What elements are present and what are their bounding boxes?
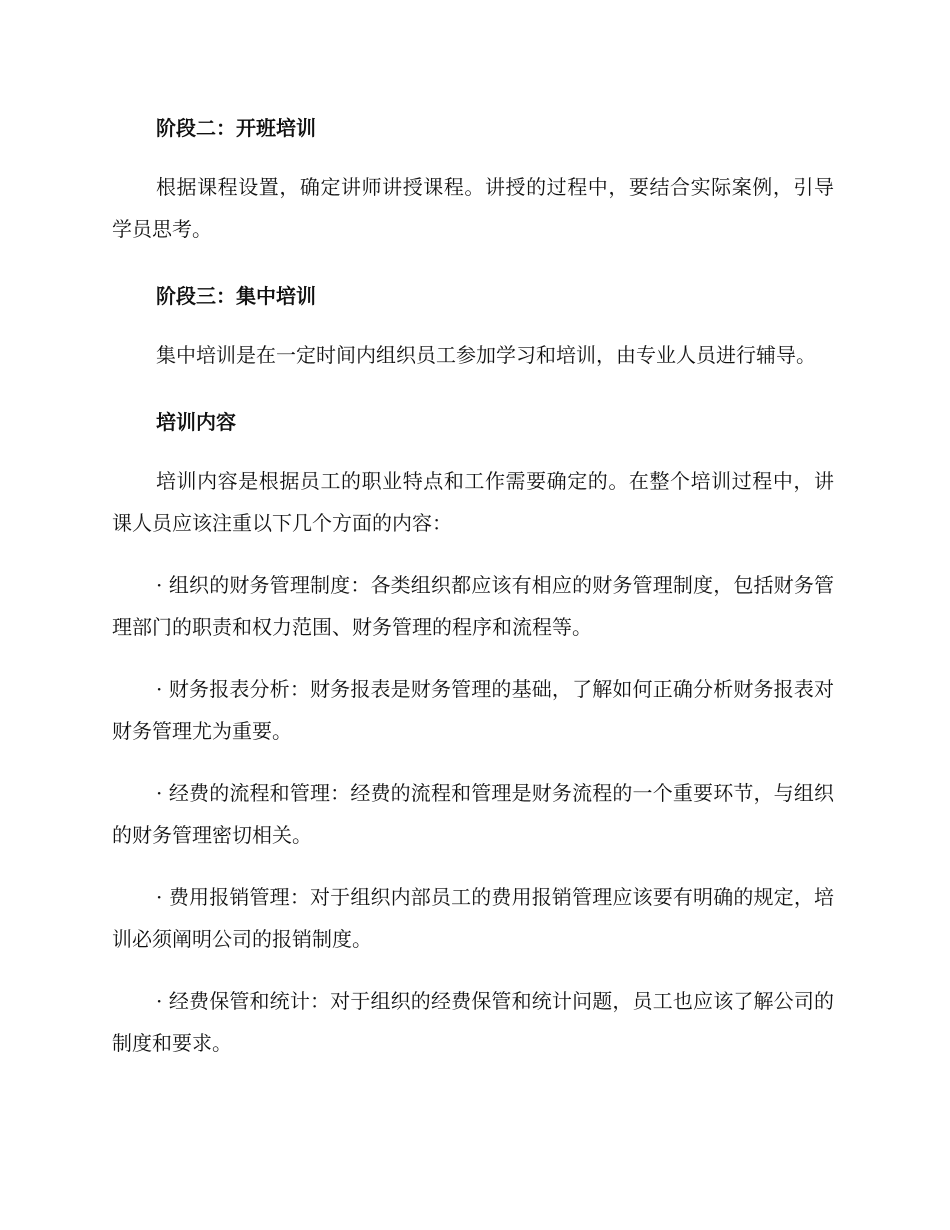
list-item-fund-custody: · 经费保管和统计：对于组织的经费保管和统计问题，员工也应该了解公司的制度和要求。: [112, 989, 834, 1055]
list-item-report-analysis: · 财务报表分析：财务报表是财务管理的基础，了解如何正确分析财务报表对财务管理尤为重要。: [112, 677, 834, 743]
section-heading-stage-2: 阶段二：开班培训: [156, 116, 316, 140]
paragraph-training-intro: 培训内容是根据员工的职业特点和工作需要确定的。在整个培训过程中，讲课人员应该注重以下几个方面的内容：: [112, 469, 834, 535]
list-item-financial-system: · 组织的财务管理制度：各类组织都应该有相应的财务管理制度，包括财务管理部门的职责和权力范围、财务管理的程序和流程等。: [112, 573, 834, 639]
paragraph-stage-3: 集中培训是在一定时间内组织员工参加学习和培训，由专业人员进行辅导。: [156, 343, 816, 367]
section-heading-stage-3: 阶段三：集中培训: [156, 284, 316, 308]
list-item-fund-process: · 经费的流程和管理：经费的流程和管理是财务流程的一个重要环节，与组织的财务管理密切相关。: [112, 781, 834, 847]
section-heading-training-content: 培训内容: [156, 410, 236, 434]
list-item-expense-reimbursement: · 费用报销管理：对于组织内部员工的费用报销管理应该要有明确的规定，培训必须阐明公司的报销制度。: [112, 885, 834, 951]
paragraph-stage-2: 根据课程设置，确定讲师讲授课程。讲授的过程中，要结合实际案例，引导学员思考。: [112, 175, 834, 241]
